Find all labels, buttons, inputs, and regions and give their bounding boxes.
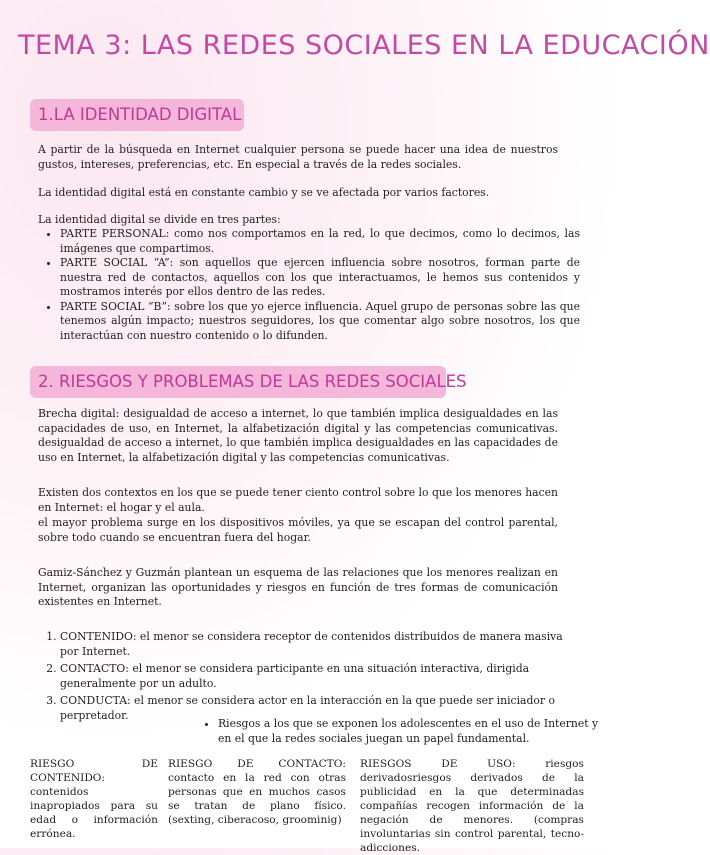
riesgo-contenido-text: RIESGO DE CONTENIDO: contenidos inapropiados para su edad o información errónea.: [30, 758, 158, 840]
communication-forms-list: [38, 630, 580, 726]
list-item: 3. CONDUCTA: el menor se considera actor en la interacción en la que puede ser iniciador o perpretador.: [60, 694, 580, 723]
identidad-parts-paragraph: La identidad digital se divide en tres partes:: [38, 213, 281, 226]
section-heading-riesgos: 2. RIESGOS Y PROBLEMAS DE LAS REDES SOCIALES: [30, 366, 446, 398]
list-item: • PARTE SOCIAL “A”: son aquellos que ejercen influencia sobre nosotros, forman parte de nuestra red de contactos, aquellos con los que interactuamos, le hemos sus contenidos y mostramos interés por ellos dentro de las redes.: [60, 256, 580, 300]
moviles-paragraph: el mayor problema surge en los dispositivos móviles, ya que se escapan del control parental, sobre todo cuando se encuentran fuera del hogar.: [38, 516, 558, 544]
list-item: 2. CONTACTO: el menor se considera participante en una situación interactiva, dirigida generalmente por un adulto.: [60, 662, 580, 691]
risks-list: [200, 717, 606, 746]
identidad-parts-list: [38, 227, 580, 343]
riesgo-contacto-text: RIESGO DE CONTACTO: contacto en la red con otras personas que en muchos casos se tratan de plano físico. (sexting, ciberacoso, groominig): [168, 758, 346, 826]
page-title: TEMA 3: LAS REDES SOCIALES EN LA EDUCACIÓN: [18, 30, 710, 61]
identidad-change-paragraph: La identidad digital está en constante cambio y se ve afectada por varios factores.: [38, 186, 490, 199]
list-item: 1. CONTENIDO: el menor se considera receptor de contenidos distribuidos de manera masiva por Internet.: [60, 630, 580, 659]
list-item: • PARTE SOCIAL “B”: sobre los que yo ejerce influencia. Aquel grupo de personas sobre las que tenemos algún impacto; nuestros seguidores, los que comentar algo sobre nosotros, los que interactúan con nuestro contenido o lo difunden.: [60, 300, 580, 344]
riesgo-uso-text: RIESGOS DE USO: riesgos derivadosriesgos derivados de la publicidad en la que determinadas compañías recogen información de la negación de menores. (compras involuntarias sin control parental, tecno-adicciones.: [360, 758, 584, 854]
brecha-digital-paragraph: Brecha digital: desigualdad de acceso a internet, lo que también implica desigualdades en las capacidades de uso, en Internet, la alfabetización digital y las competencias comunicativas. desigualdad de acceso a internet, lo que también implica desigualdades en las capacidades de uso en Internet, la alfabetización digital y las competencias comunicativas.: [38, 407, 558, 464]
gamiz-paragraph: Gamiz-Sánchez y Guzmán plantean un esquema de las relaciones que los menores realizan en Internet, organizan las oportunidades y riesgos en función de tres formas de comunicación existentes en Internet.: [38, 566, 558, 608]
list-item: • Riesgos a los que se exponen los adolescentes en el uso de Internet y en el que la redes sociales juegan un papel fundamental.: [218, 717, 606, 746]
contextos-paragraph: Existen dos contextos en los que se puede tener ciento control sobre lo que los menores hacen en Internet: el hogar y el aula.: [38, 486, 558, 514]
identidad-intro-paragraph: A partir de la búsqueda en Internet cualquier persona se puede hacer una idea de nuestros gustos, intereses, preferencias, etc. En especial a través de la redes sociales.: [38, 143, 558, 171]
list-item: • PARTE PERSONAL: como nos comportamos en la red, lo que decimos, como lo decimos, las imágenes que compartimos.: [60, 227, 580, 256]
section-heading-identidad-digital: 1.LA IDENTIDAD DIGITAL: [30, 99, 244, 131]
